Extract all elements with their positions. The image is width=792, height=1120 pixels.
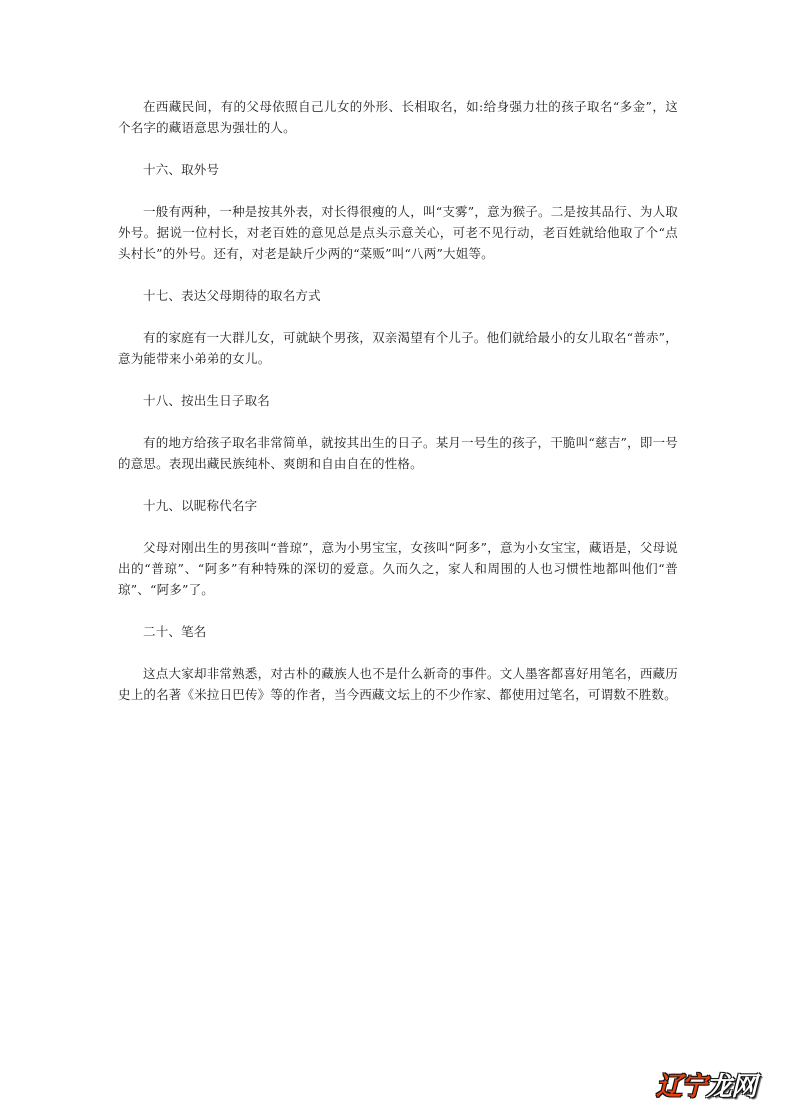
section-heading-18: 十八、按出生日子取名 (143, 393, 271, 408)
paragraph-18: 有的地方给孩子取名非常简单，就按其出生的日子。某月一号生的孩子，干脆叫“慈吉”，即一号的意思。表现出藏民族纯朴、爽朗和自由自在的性格。 (118, 435, 678, 471)
watermark-part-longwang: 龙网 (706, 1072, 757, 1102)
paragraph-17: 有的家庭有一大群儿女，可就缺个男孩，双亲渴望有个儿子。他们就给最小的女儿取名“普赤”，意为能带来小弟弟的女儿。 (118, 330, 678, 366)
section-heading-17: 十七、表达父母期待的取名方式 (143, 288, 321, 303)
section-heading-19: 十九、以昵称代名字 (143, 498, 258, 513)
paragraph-intro: 在西藏民间，有的父母依照自己儿女的外形、长相取名，如:给身强力壮的孩子取名“多金”，这个名字的藏语意思为强壮的人。 (118, 99, 678, 135)
paragraph-19: 父母对刚出生的男孩叫“普琼”，意为小男宝宝，女孩叫“阿多”，意为小女宝宝，藏语是，父母说出的“普琼”、“阿多”有种特殊的深切的爱意。久而久之，家人和周围的人也习惯性地都叫他们“普琼”、“阿多”了。 (118, 540, 678, 597)
watermark-part-liaoning: 辽宁 (656, 1072, 707, 1102)
section-heading-20: 二十、笔名 (143, 624, 207, 639)
paragraph-16: 一般有两种，一种是按其外表，对长得很瘦的人，叫“支雾”，意为猴子。二是按其品行、为人取外号。据说一位村长，对老百姓的意见总是点头示意关心，可老不见行动，老百姓就给他取了个“点头村长”的外号。还有，对老是缺斤少两的“菜贩”叫“八两”大姐等。 (118, 204, 678, 261)
paragraph-20: 这点大家却非常熟悉，对古朴的藏族人也不是什么新奇的事件。文人墨客都喜好用笔名，西藏历史上的名著《米拉日巴传》等的作者，当今西藏文坛上的不少作家、都使用过笔名，可谓数不胜数。 (118, 666, 678, 702)
section-heading-16: 十六、取外号 (143, 162, 220, 177)
document-page (118, 96, 678, 726)
site-watermark-logo (656, 1070, 756, 1104)
